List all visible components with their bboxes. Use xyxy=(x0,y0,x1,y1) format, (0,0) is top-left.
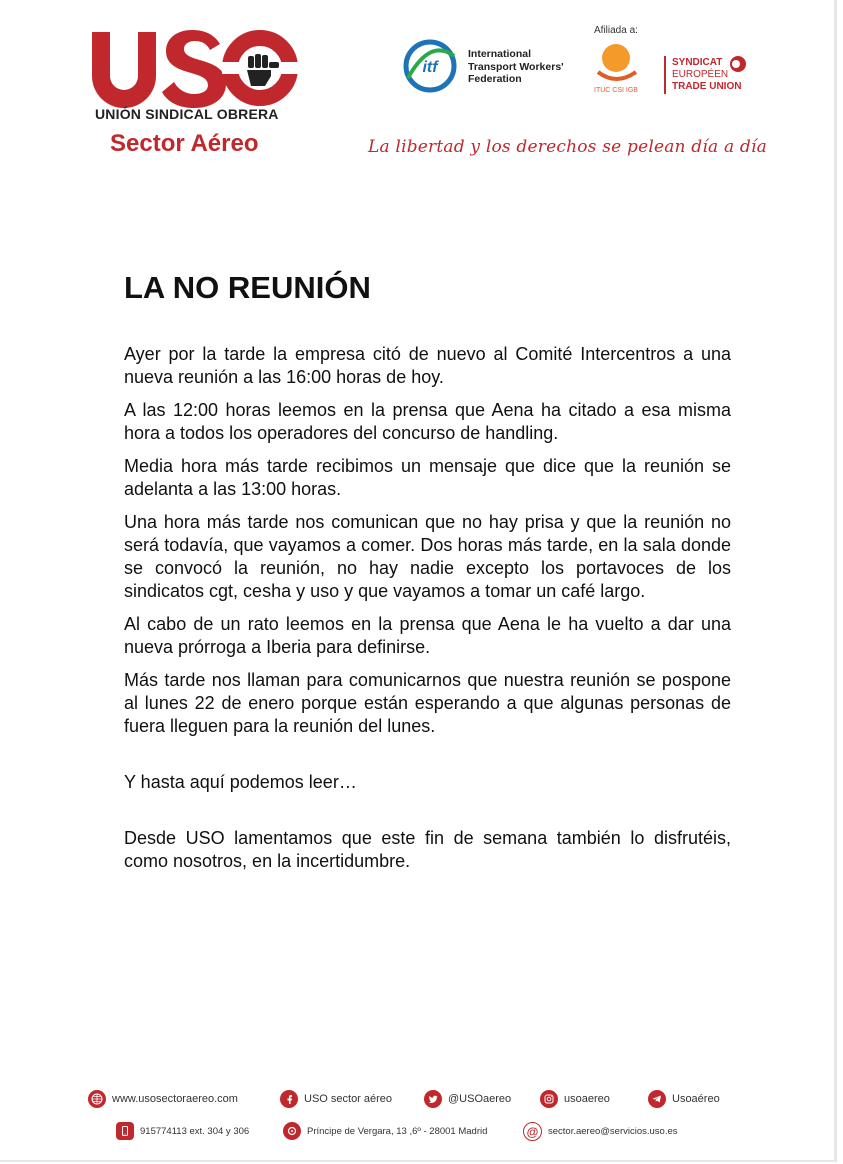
affiliated-label: Afiliada a: xyxy=(594,25,638,36)
paragraph: Una hora más tarde nos comunican que no hay prisa y que la reunión no será todavía, que vayamos a comer. Dos horas más tarde, en la sala donde se convocó la reunión, no hay nadie excepto los portavoces de los sindicatos cgt, cesha y uso y que vayamos a tomar un café largo. xyxy=(124,512,731,601)
phone-icon xyxy=(116,1122,134,1140)
location-icon xyxy=(283,1122,301,1140)
paragraph: Al cabo de un rato leemos en la prensa que Aena le ha vuelto a dar una nueva prórroga a Iberia para definirse. xyxy=(124,614,731,657)
instagram-icon xyxy=(540,1090,558,1108)
facebook-icon xyxy=(280,1090,298,1108)
ituc-text: ITUC CSI IGB xyxy=(594,87,638,94)
address-text: Príncipe de Vergara, 13 ,6º - 28001 Madrid xyxy=(307,1125,488,1137)
paragraph: Media hora más tarde recibimos un mensaje que dice que la reunión se adelanta a las 13:00 horas. xyxy=(124,456,731,499)
sector-label: Sector Aéreo xyxy=(110,130,259,157)
itf-mark: itf xyxy=(422,59,438,76)
slogan: La libertad y los derechos se pelean día a día xyxy=(368,137,767,157)
twitter-icon xyxy=(424,1090,442,1108)
paragraph: Y hasta aquí podemos leer… xyxy=(124,772,357,792)
twitter-link[interactable]: @USOaereo xyxy=(448,1093,512,1105)
paragraph: A las 12:00 horas leemos en la prensa que Aena ha citado a esa misma hora a todos los operadores del concurso de handling. xyxy=(124,400,731,443)
paragraph: Más tarde nos llaman para comunicarnos que nuestra reunión se pospone al lunes 22 de enero porque están esperando a que algunas personas de fuera lleguen para la reunión del lunes. xyxy=(124,670,731,736)
document-body xyxy=(124,343,731,883)
itf-name: International Transport Workers' Federation xyxy=(468,48,564,85)
instagram-link[interactable]: usoaereo xyxy=(564,1093,610,1105)
page-title: LA NO REUNIÓN xyxy=(124,270,371,305)
footer-twitter[interactable] xyxy=(424,1090,511,1108)
etuc-line-1: SYNDICAT xyxy=(672,57,723,68)
footer-website[interactable] xyxy=(88,1090,238,1108)
facebook-link[interactable]: USO sector aéreo xyxy=(304,1093,393,1105)
footer-address xyxy=(283,1122,487,1140)
etuc-line-3: TRADE UNION xyxy=(672,81,742,92)
footer-phone xyxy=(116,1122,249,1140)
itf-logo-icon xyxy=(400,38,460,94)
globe-icon xyxy=(88,1090,106,1108)
ituc-logo-icon xyxy=(592,40,644,98)
etuc-line-2: EUROPÉEN xyxy=(672,69,729,80)
union-name: UNIÓN SINDICAL OBRERA xyxy=(95,106,279,122)
uso-logo xyxy=(88,28,298,108)
footer-telegram[interactable] xyxy=(648,1090,720,1108)
at-sign-icon: @ xyxy=(523,1122,542,1141)
paragraph: Ayer por la tarde la empresa citó de nuevo al Comité Intercentros a una nueva reunión a las 16:00 horas de hoy. xyxy=(124,344,731,387)
website-link[interactable]: www.usosectoraereo.com xyxy=(112,1093,238,1105)
telegram-link[interactable]: Usoaéreo xyxy=(672,1093,720,1105)
email-link[interactable]: sector.aereo@servicios.uso.es xyxy=(548,1126,678,1137)
footer-facebook[interactable] xyxy=(280,1090,392,1108)
etuc-logo-icon xyxy=(664,52,750,98)
footer-instagram[interactable] xyxy=(540,1090,610,1108)
telegram-icon xyxy=(648,1090,666,1108)
footer-email[interactable] xyxy=(523,1122,678,1141)
paragraph: Desde USO lamentamos que este fin de semana también lo disfrutéis, como nosotros, en la incertidumbre. xyxy=(124,828,731,871)
phone-text: 915774113 ext. 304 y 306 xyxy=(140,1125,250,1137)
